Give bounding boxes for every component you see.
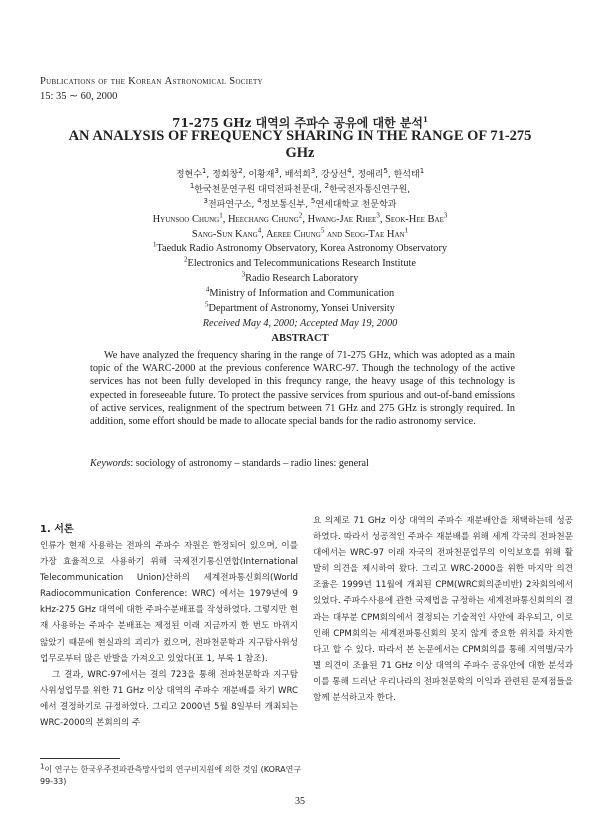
title-english: AN ANALYSIS OF FREQUENCY SHARING IN THE RANGE OF 71-275 GHz — [68, 128, 532, 161]
author-name: 정현수 — [175, 170, 202, 180]
affiliation-marker: 4 — [347, 167, 352, 175]
affiliation-line — [0, 286, 600, 301]
affiliation-text: Electronics and Telecommunications Research Institute — [187, 258, 416, 269]
affiliation-marker: 3 — [274, 167, 279, 175]
affiliation-marker: 5 — [205, 300, 209, 309]
keywords — [90, 458, 369, 469]
journal-name: Publications of the Korean Astronomical Society — [40, 76, 263, 87]
author-name: Aeree Chung — [265, 229, 321, 240]
author-name: 한석태 — [393, 170, 420, 180]
affiliation-line — [0, 271, 600, 286]
affiliation-text: 한국전자통신연구원, — [329, 185, 411, 195]
affiliation-marker: 3 — [241, 270, 246, 279]
affiliation-marker: 4 — [205, 285, 210, 294]
author-names-korean: 정현수$^1$, 정회창$^2$, 이황재$^3$, 배석희$^3$, 강상선$^4$, 정애리$^5$, 한석태$^1$ — [175, 167, 425, 180]
affiliation-line — [0, 256, 600, 271]
affiliation-text: Taeduk Radio Astronomy Observatory, Korea Astronomy Observatory — [156, 243, 448, 254]
author-name: Sang-Sun Kang — [191, 229, 258, 240]
affiliation-marker: 1 — [419, 167, 425, 175]
abstract-heading: ABSTRACT — [271, 333, 329, 344]
affiliation-text: 정보통신부, — [261, 200, 311, 210]
affiliation-marker: 5 — [383, 167, 388, 175]
author-name: Heechang Chung — [227, 214, 299, 225]
affiliation-marker: 2 — [238, 167, 243, 175]
page-number: 35 — [295, 796, 305, 807]
received-date: Received May 4, 2000; Accepted May 19, 2000 — [202, 318, 398, 329]
paragraph: 그 결과, WRC-97에서는 결의 723을 통해 전파천문학과 지구탐사위성업무를 위한 71 GHz 이상 대역의 주파수 재분배를 차기 WRC에서 결정하기로 규정하였다. 그리고 2000년 5월 8일부터 개최되는 WRC-2000의 본회의의 주 — [40, 669, 298, 729]
section-heading: 1. 서론 — [40, 524, 74, 535]
affiliation-marker: 1 — [189, 182, 195, 190]
conjunction: and — [324, 229, 345, 240]
affiliation-text: Ministry of Information and Communication — [209, 288, 395, 299]
author-affiliations-korean-1 — [0, 183, 600, 198]
affiliation-marker: 2 — [184, 255, 188, 264]
author-name: Seok-Hee Bae — [385, 214, 444, 225]
affiliation-line — [0, 241, 600, 256]
author-name: Hwang-Jae Rhee — [307, 214, 377, 225]
affiliation-marker: 3 — [310, 167, 316, 175]
affiliation-text: 전파연구소, — [208, 200, 258, 210]
author-names-english-2: Sang-Sun Kang$^4$, Aeree Chung$^5$ and Seog-Tae Han$^1$ — [191, 226, 409, 240]
affiliation-marker: 1 — [219, 211, 223, 220]
affiliation-marker: 3 — [376, 211, 380, 220]
body-column-left — [40, 538, 298, 731]
author-name: 정회창 — [212, 170, 239, 180]
affiliation-marker: 4 — [257, 226, 262, 235]
affiliation-text: Radio Research Laboratory — [245, 273, 359, 284]
affiliation-marker: 1 — [152, 240, 157, 249]
affiliation-marker: 2 — [298, 211, 303, 220]
affiliation-text: 연세대학교 천문학과 — [315, 200, 397, 210]
affiliation-marker: 1 — [404, 226, 409, 235]
affiliation-text: 한국천문연구원 대덕전파천문대, — [194, 185, 325, 195]
author-name: Seog-Tae Han — [344, 229, 405, 240]
author-name: Hyunsoo Chung — [152, 214, 220, 225]
abstract-text: We have analyzed the frequency sharing in the range of 71-275 GHz, which was adopted as a main topic of the WARC-2000 at the previous conference WARC-97. Though the technology of the active services has not been fully developed in this frequncy range, the heavy usage of this technology is expected in foreseeable future. To protect the passive services from spurious and out-of-band emissions of active services, realignment of the spectrum between 71 GHz and 275 GHz is strongly required. In addition, some effort should be made to allocate special bands for the radio astronomy service. — [90, 350, 515, 428]
author-names-english-1: Hyunsoo Chung$^1$, Heechang Chung$^2$, Hwang-Jae Rhee$^3$, Seok-Hee Bae$^3$ — [152, 211, 448, 225]
author-name: 배석희 — [284, 170, 311, 180]
keywords-label: Keywords — [90, 458, 131, 469]
affiliation-marker: 5 — [310, 197, 316, 205]
title-korean: 71-275 GHz 대역의 주파수 공유에 대한 분석$^1$ — [172, 115, 428, 130]
affiliation-line — [0, 301, 600, 316]
author-name: 정애리 — [357, 170, 384, 180]
keywords-text: : sociology of astronomy – standards – radio lines: general — [130, 458, 369, 469]
author-name: 강상선 — [321, 170, 348, 180]
affiliation-marker: 3 — [443, 211, 448, 220]
affiliation-marker: 1 — [201, 167, 207, 175]
affiliation-marker: 2 — [324, 182, 330, 190]
affiliation-marker: 3 — [203, 197, 208, 205]
author-name: 이황재 — [248, 170, 275, 180]
paragraph: 인류가 현재 사용하는 전파의 주파수 자원은 한정되어 있으며, 이를 가장 효율적으로 사용하기 위해 국제전기통신연합(International Telecommunication Union)산하의 세계전파통신회의(World Radiocommunication Conference: WRC) 에서는 1979년에 9 kHz-275 GHz 대역에 대한 주파수분배표를 작성하였다. 그렇지만 현재 사용하는 주파수 분배표는 제정된 이래 지금까지 한 번도 바뀌지 않았기 때문에 현실과의 괴리가 컸으며, 전파천문학과 지구탐사위성업무로부터 많은 반발을 가져오고 있었다(표 1, 부록 1 참조). — [40, 541, 298, 664]
paragraph: 요 의제로 71 GHz 이상 대역의 주파수 재분배안을 채택하는데 성공하였다. 따라서 성공적인 주파수 재분배를 위해 세계 각국의 전파천문대에서는 WRC-97 이래 자국의 전파천문업무의 이익보호를 위해 활발히 의견을 제시하여 왔다. 그리고 WRC-2000을 위한 마지막 의견조율은 1999년 11월에 개최된 CPM(WRC회의준비반) 2차회의에서 있었다. 주파수사용에 관한 국제법을 규정하는 세계전파통신회의의 결과는 대부분 CPM회의에서 결정되는 기술적인 사안에 좌우되고, 이로 인해 CPM회의는 세계전파통신회의 못지 않게 중요한 위치를 차지한다고 할 수 있다. 따라서 본 논문에서는 CPM회의를 통해 지역별/국가별 의견이 조율된 71 GHz 이상 대역의 주파수 공유안에 대한 분석과 이를 통해 드러난 우리나라의 전파천문학의 이익과 관련된 문제점들을 함께 분석하고자 한다. — [313, 516, 573, 704]
footnote: $^1$이 연구는 한국우주전파관측망사업의 연구비지원에 의한 것임 (KORA연구 99-33) — [40, 762, 302, 786]
body-column-right — [313, 513, 573, 706]
footnote-rule — [40, 758, 120, 759]
journal-issue: 15: 35 ∼ 60, 2000 — [40, 91, 118, 102]
affiliation-text: Department of Astronomy, Yonsei University — [208, 303, 395, 314]
affiliation-marker: 4 — [257, 197, 262, 205]
affiliation-marker: 5 — [320, 226, 325, 235]
affiliation-list — [0, 241, 600, 316]
